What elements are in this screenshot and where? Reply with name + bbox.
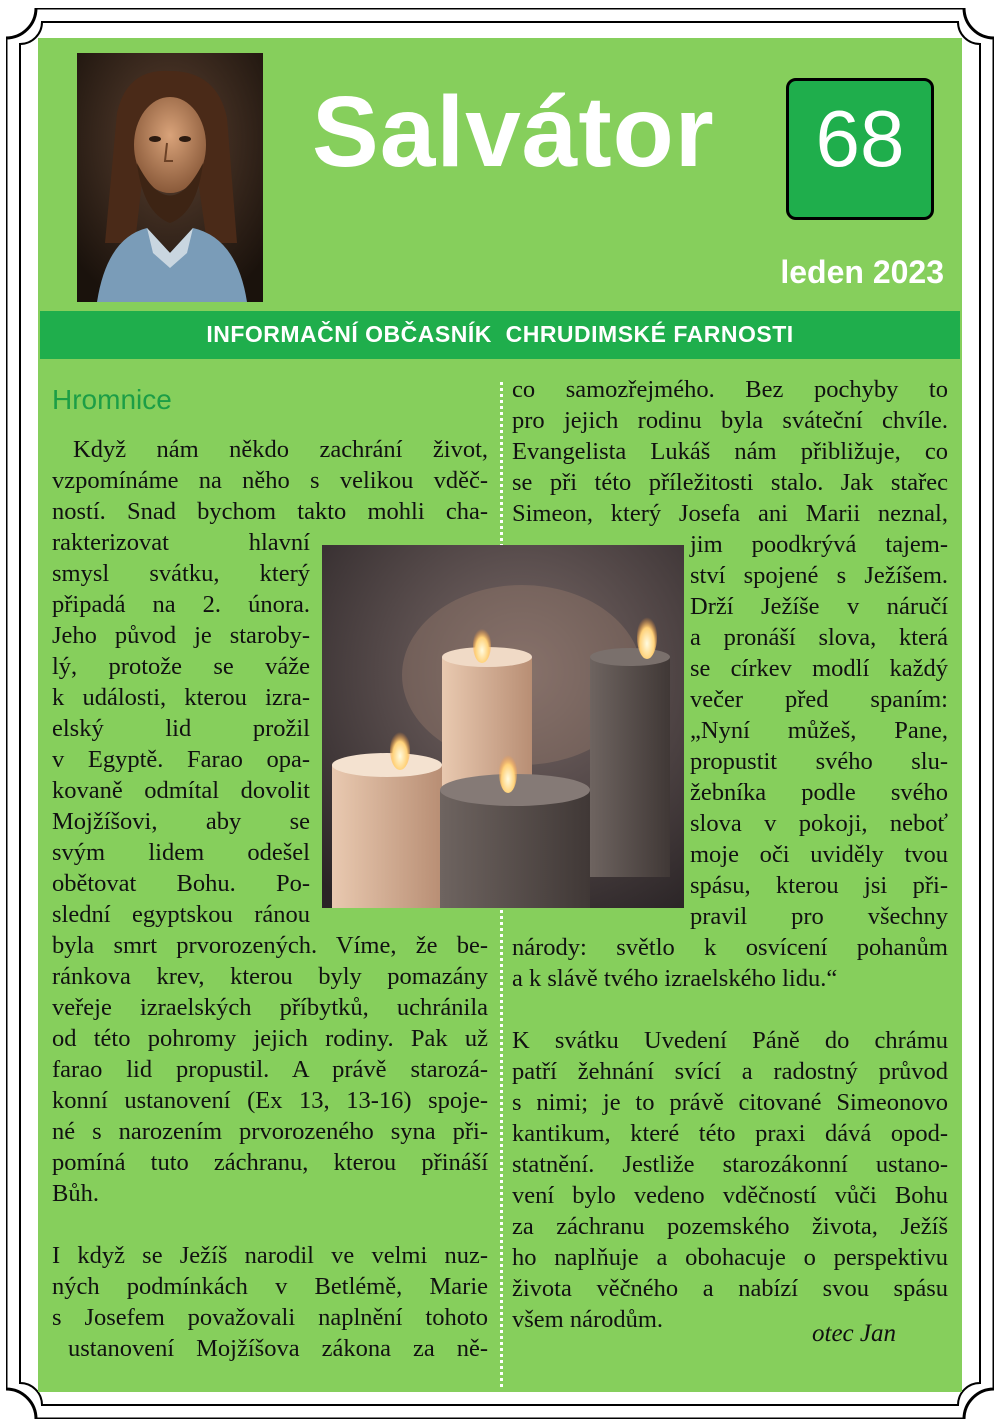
article-text-line: I když se Ježíš narodil ve velmi nuz- — [52, 1242, 488, 1269]
article-text-line: vzpomínáme na něho s velikou vděč- — [52, 467, 488, 494]
article-text-line: s Josefem považovali naplnění tohoto — [52, 1304, 488, 1331]
subtitle-banner — [40, 311, 960, 359]
article-text-line: v Egyptě. Farao opa- — [52, 746, 310, 773]
article-text-line: žebníka podle svého — [690, 779, 948, 806]
article-text-line: vení bylo vedeno vděčností vůči Bohu — [512, 1182, 948, 1209]
article-text-line: slova v pokoji, neboť — [690, 810, 948, 837]
article-text-line: Bůh. — [52, 1180, 99, 1207]
article-text-line: pro jejich rodinu byla sváteční chvíle. — [512, 407, 948, 434]
article-text-line: „Nyní můžeš, Pane, — [690, 717, 948, 744]
article-text-line: ných podmínkách v Betlémě, Marie — [52, 1273, 488, 1300]
article-text-line: co samozřejmého. Bez pochyby to — [512, 376, 948, 403]
article-text-line: né s narozením prvorozeného syna při- — [52, 1118, 488, 1145]
article-text-line: Mojžíšovi, aby se — [52, 808, 310, 835]
article-text-line: farao lid propustil. A právě starozá- — [52, 1056, 488, 1083]
article-text-line: a pronáší slova, která — [690, 624, 948, 651]
masthead-title: Salvátor — [312, 76, 715, 188]
article-text-line: Jeho původ je staroby- — [52, 622, 310, 649]
article-text-line: se církev modlí každý — [690, 655, 948, 682]
article-text-line: života věčného a nabízí svou spásu — [512, 1275, 948, 1302]
article-text-line: propustit svého slu- — [690, 748, 948, 775]
article-text-line: od této pohromy jejich rodiny. Pak už — [52, 1025, 488, 1052]
article-text-line: se při této příležitosti stalo. Jak stařec — [512, 469, 948, 496]
article-text-line: obětovat Bohu. Po- — [52, 870, 310, 897]
article-text-line: ství spojené s Ježíšem. — [690, 562, 948, 589]
article-text-line: pomíná tuto záchranu, kterou přináší — [52, 1149, 488, 1176]
article-text-line: večer před spaním: — [690, 686, 948, 713]
article-text-line: Evangelista Lukáš nám přibližuje, co — [512, 438, 948, 465]
article-text-line: ustanovení Mojžíšova zákona za ně- — [68, 1335, 488, 1362]
article-text-line: patří žehnání svící a radostný průvod — [512, 1058, 948, 1085]
article-text-line: konní ustanovení (Ex 13, 13-16) spoje- — [52, 1087, 488, 1114]
article-text-line: veřeje izraelských příbytků, uchránila — [52, 994, 488, 1021]
candles-image — [322, 545, 684, 908]
article-text-line: statnění. Jestliže starozákonní ustano- — [512, 1151, 948, 1178]
issue-number: 68 — [815, 94, 905, 183]
article-title: Hromnice — [52, 384, 172, 415]
article-text-line: ránkova krev, kterou byly pomazány — [52, 963, 488, 990]
article-text-line: připadá na 2. února. — [52, 591, 310, 618]
article-text-line: všem národům. — [512, 1306, 664, 1333]
article-text-line: slední egyptskou ránou — [52, 901, 310, 928]
article-text-line: ností. Snad bychom takto mohli cha- — [52, 498, 488, 525]
article-text-line: byla smrt prvorozených. Víme, že be- — [52, 932, 488, 959]
article-text-line: za záchranu pozemského života, Ježíš — [512, 1213, 948, 1240]
article-text-line: ho naplňuje a obohacuje o perspektivu — [512, 1244, 948, 1271]
article-text-line: moje oči uviděly tvou — [690, 841, 948, 868]
article-text-line: svým lidem odešel — [52, 839, 310, 866]
article-text-line: kovaně odmítal dovolit — [52, 777, 310, 804]
author-signature: otec Jan — [812, 1320, 896, 1347]
article-text-line: a k slávě tvého izraelského lidu.“ — [512, 965, 838, 992]
article-text-line: K svátku Uvedení Páně do chrámu — [512, 1027, 948, 1054]
article-text-line: Když nám někdo zachrání život, — [73, 436, 488, 463]
article-text-line: k události, kterou izra- — [52, 684, 310, 711]
article-text-line: jim poodkrývá tajem- — [690, 531, 948, 558]
article-text-line: rakterizovat hlavní — [52, 529, 310, 556]
article-text-line: kantikum, které této praxi dává opod- — [512, 1120, 948, 1147]
article-text-line: národy: světlo k osvícení pohanům — [512, 934, 948, 961]
article-text-line: spásu, kterou jsi při- — [690, 872, 948, 899]
issue-date: leden 2023 — [780, 254, 944, 290]
issue-number-badge — [786, 78, 934, 220]
article-text-line: elský lid prožil — [52, 715, 310, 742]
christ-portrait-image — [77, 53, 263, 302]
article-text-line: smysl svátku, který — [52, 560, 310, 587]
article-text-line: Simeon, který Josefa ani Marii neznal, — [512, 500, 948, 527]
article-text-line: s nimi; je to právě citované Simeonovo — [512, 1089, 948, 1116]
article-text-line: Drží Ježíše v náručí — [690, 593, 948, 620]
article-text-line: pravil pro všechny — [690, 903, 948, 930]
article-text-line: lý, protože se váže — [52, 653, 310, 680]
subtitle-text: INFORMAČNÍ OBČASNÍK CHRUDIMSKÉ FARNOSTI — [206, 321, 794, 347]
